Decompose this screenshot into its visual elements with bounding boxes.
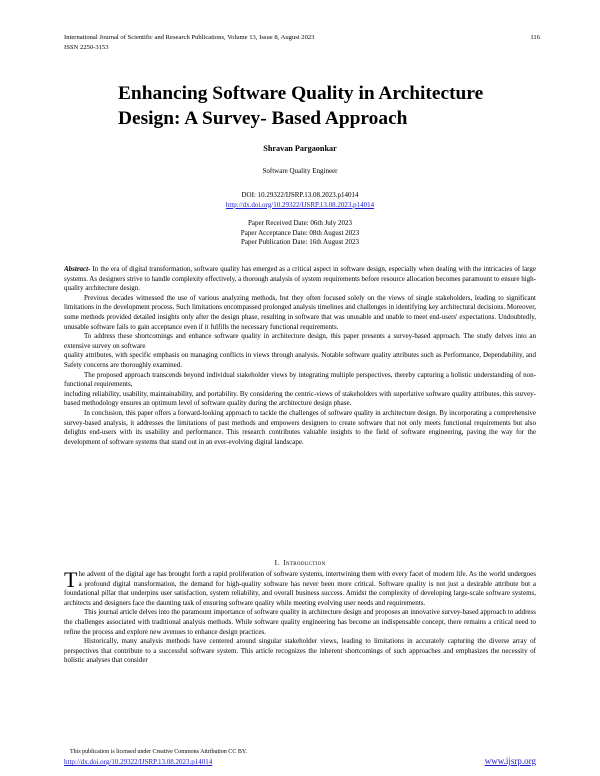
published-date: Paper Publication Date: 16th August 2023 — [240, 238, 359, 246]
drop-cap: T — [64, 567, 78, 592]
license-note: This publication is licensed under Creative Commons Attribution CC BY. — [70, 749, 247, 755]
intro-paragraph: Historically, many analysis methods have centered around singular stakeholder views, leading to limitations in accurately capturing the diverse array of perspectives that contribute to a successful software system. This article recognizes the inherent shortcomings of such approaches and emphasizes the necessity of holistic analyses that consider — [64, 637, 536, 665]
section-heading — [64, 559, 536, 567]
author-name: Shravan Pargaonkar — [263, 144, 337, 153]
abstract-paragraph-continued: quality attributes, with specific emphasis on managing conflicts in views through analysis. Notable software quality attributes such as Performance, Dependability, and Safety concerns are thoroughly examined. — [64, 351, 536, 369]
abstract — [64, 265, 536, 447]
running-header — [64, 33, 540, 52]
abstract-paragraph: In conclusion, this paper offers a forward-looking approach to tackle the challenges of software quality in architecture design. By incorporating a comprehensive survey-based analysis, it addresses the limitations of past methods and empowers designers to create software that not only meets functional requirements but also delights end-users with its usability and performance. This research contributes valuable insights to the field of software engineering, paving the way for the development of software systems that stand out in an ever-evolving digital landscape. — [64, 408, 536, 446]
section-title: Introduction — [283, 559, 326, 567]
paper-dates — [64, 219, 536, 248]
abstract-paragraph: The proposed approach transcends beyond individual stakeholder views by integrating multiple perspectives, thereby capturing a holistic understanding of non-functional requirements, — [64, 370, 536, 389]
paper-title — [64, 81, 536, 131]
received-date: Paper Received Date: 06th July 2023 — [247, 219, 352, 227]
section-number: I. — [274, 559, 280, 567]
title-line-2: Design: A Survey- Based Approach — [118, 108, 408, 129]
author-affiliation: Software Quality Engineer — [262, 167, 338, 175]
intro-paragraph: The advent of the digital age has brought forth a rapid proliferation of software systems, intertwining them with every facet of modern life. As the world undergoes a profound digital transformation, the demand for high-quality software has never been more critical. Software quality is not just a desirable attribute but a foundational pillar that underpins user satisfaction, system reliability, and overall business success. Amidst the complexity of developing large-scale software systems, architects and designers face the daunting task of ensuring software quality while meeting evolving user needs and requirements. — [64, 567, 536, 607]
doi-text: DOI: 10.29322/IJSRP.13.08.2023.p14014 — [241, 191, 359, 199]
doi-link[interactable]: http://dx.doi.org/10.29322/IJSRP.13.08.2023.p14014 — [225, 200, 375, 209]
accepted-date: Paper Acceptance Date: 08th August 2023 — [240, 228, 360, 237]
journal-name: International Journal of Scientific and Research Publications, Volume 13, Issue 8, August 2023 — [64, 34, 315, 41]
intro-paragraph: This journal article delves into the paramount importance of software quality in architecture design and proposes an innovative survey-based approach to address the challenges associated with traditional analysis methods. While software quality engineering has become an indispensable concept, there remains a critical need to refine the process and explore new avenues to enhance design practices. — [64, 608, 536, 636]
footer-doi-link[interactable]: http://dx.doi.org/10.29322/IJSRP.13.08.2023.p14014 — [64, 758, 213, 766]
abstract-paragraph-continued: including reliability, usability, maintainability, and portability. By considering the centric-views of stakeholders with superlative software quality attributes, this survey-based methodology ensures an optimum level of software quality during the architecture design phase. — [64, 389, 536, 408]
page-number: 116 — [530, 34, 540, 41]
introduction-body — [64, 567, 536, 666]
abstract-label: Abstract- — [64, 265, 91, 273]
journal-site-link[interactable]: www.ijsrp.org — [484, 756, 536, 766]
abstract-paragraph: To address these shortcomings and enhance software quality in architecture design, this paper presents a survey-based approach. The study delves into an extensive survey on software — [64, 332, 536, 350]
abstract-paragraph: Abstract- In the era of digital transformation, software quality has emerged as a critical aspect in software design, especially when dealing with the intricacies of large systems. As designers strive to handle complexity effectively, a thorough analysis of system requirements before resource allocation becomes paramount to ensure high-quality architecture design. — [64, 265, 536, 293]
title-line-1: Enhancing Software Quality in Architecture — [118, 83, 484, 104]
issn: ISSN 2250-3153 — [64, 43, 109, 51]
abstract-paragraph: Previous decades witnessed the use of various analyzing methods, but they often focused solely on the views of single stakeholders, leading to significant limitations in the development process. Such limitations encompassed prolonged analysis timelines and challenges in identifying key architectural decisions. Moreover, some methods provided detailed insights only after the design phase, resulting in software that was unusable and unable to meet end-users' expectations. Undoubtedly, unusable software fails to gain acceptance even if it fulfills the necessary functional requirements. — [64, 293, 536, 331]
doi-block — [64, 191, 536, 210]
